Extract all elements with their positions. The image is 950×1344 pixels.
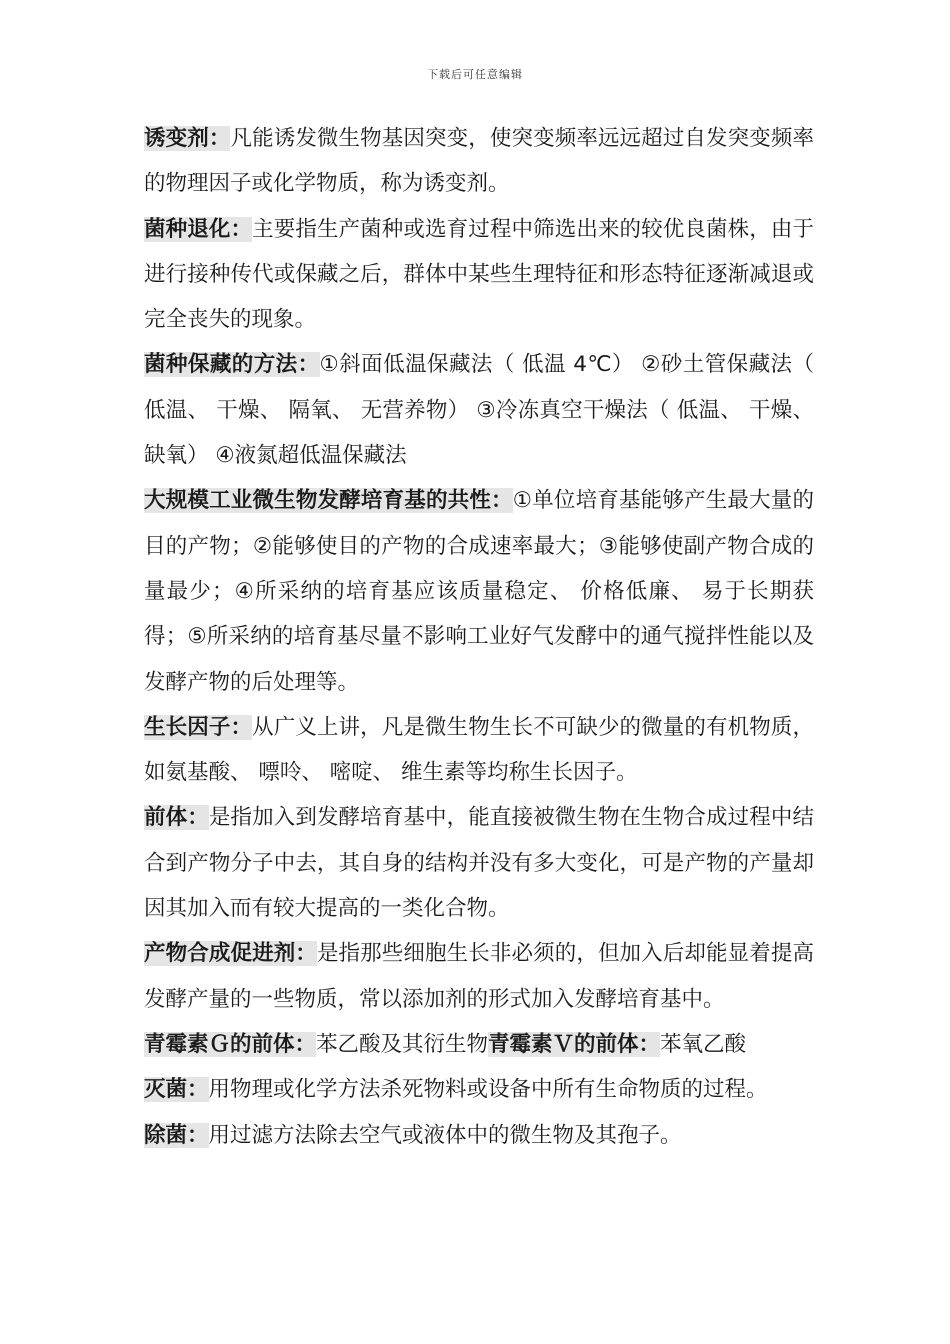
definition: 主要指生产菌种或选育过程中筛选出来的较优良菌株，由于进行接种传代或保藏之后，群体中某些生理特征和形态特征逐渐减退或完全丧失的现象。 [144,216,814,333]
definition: 凡能诱发微生物基因突变，使突变频率远远超过自发突变频率的物理因子或化学物质，称为诱变剂。 [144,126,814,197]
entry-sterilization [144,1067,814,1112]
definition: 用过滤方法除去空气或液体中的微生物及其孢子。 [208,1122,682,1148]
entry-growth-factor [144,705,814,796]
entry-synthesis-promoter [144,931,814,1022]
entry-strain-preservation [144,342,814,478]
term: 菌种退化： [144,216,253,242]
definition: 苯乙酸及其衍生物 [316,1031,489,1057]
term: 灭菌： [144,1077,209,1103]
entry-penicillin-precursors [144,1022,814,1067]
term: 大规模工业微生物发酵培育基的共性： [144,488,513,514]
entry-strain-degeneration [144,207,814,343]
definition: 用物理或化学方法杀死物料或设备中所有生命物质的过程。 [208,1077,768,1103]
definition: ①单位培育基能够产生最大量的目的产物；②能够使目的产物的合成速率最大；③能够使副产物合成的量最少；④所采纳的培育基应该质量稳定、 价格低廉、 易于长期获得；⑤所采纳的培育基尽量不影响工业好气发酵中的通气搅拌性能以及发酵产物的后处理等。 [144,488,814,695]
entry-mutagen [144,116,814,207]
entry-degermation [144,1113,814,1158]
term: 前体： [144,805,209,831]
document-body [144,116,814,1158]
definition: 从广义上讲，凡是微生物生长不可缺少的微量的有机物质，如氨基酸、 嘌呤、 嘧啶、 维生素等均称生长因子。 [144,714,814,786]
term: 生长因子： [144,714,253,740]
entry-medium-commonality [144,478,814,704]
term: 除菌： [144,1122,209,1148]
term: 产物合成促进剂： [144,941,317,967]
entry-precursor [144,795,814,931]
term: 青霉素Ｇ的前体： [144,1031,317,1057]
term: 菌种保藏的方法： [144,352,320,378]
definition: 是指加入到发酵培育基中，能直接被微生物在生物合成过程中结合到产物分子中去，其自身的结构并没有多大变化，可是产物的产量却因其加入而有较大提高的一类化合物。 [144,805,814,922]
term: 诱变剂： [144,126,231,151]
definition: ①斜面低温保藏法（ 低温 4℃） ②砂土管保藏法（ 低温、 干燥、 隔氧、 无营养物） ③冷冻真空干燥法（ 低温、 干燥、 缺氧） ④液氮超低温保藏法 [144,352,814,469]
definition-secondary: 苯氧乙酸 [660,1031,747,1057]
term-secondary: 青霉素Ｖ的前体： [488,1031,661,1057]
page-header: 下载后可任意编辑 [427,68,523,81]
definition: 是指那些细胞生长非必须的，但加入后却能显着提高发酵产量的一些物质，常以添加剂的形式加入发酵培育基中。 [144,941,814,1012]
